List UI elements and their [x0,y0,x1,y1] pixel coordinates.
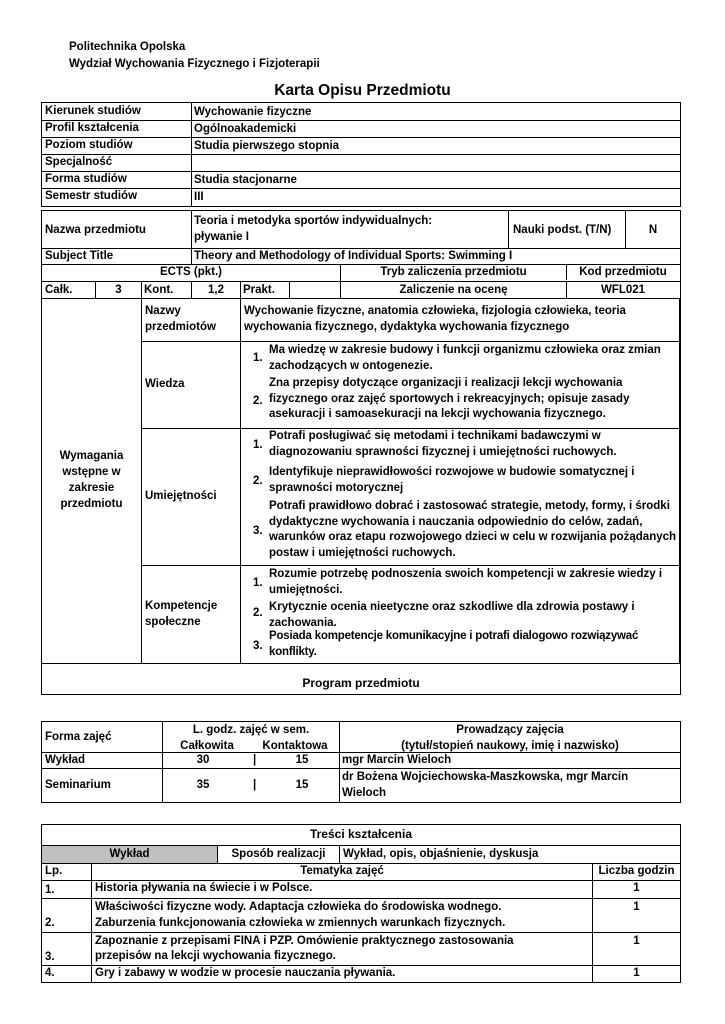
profile-label: Profil kształcenia [45,122,139,134]
class-row-sep: | [253,754,257,766]
competence-1-text: Rozumie potrzebę podnoszenia swoich kompetencji w zakresie wiedzy i umiejętności. [269,568,663,596]
requirements-label-2: wstępne w [62,466,121,478]
topic-row-hours: 1 [633,967,640,979]
skills-label: Umiejętności [145,490,217,502]
assessment-mode-value: Zaliczenie na ocenę [399,284,508,296]
study-form-label: Forma studiów [45,173,127,185]
contact-hours-label: Kontaktowa [262,740,328,752]
basic-sciences-value: N [648,224,658,236]
ects-total-value: 3 [115,284,122,296]
subject-name-line2: pływanie I [194,231,249,243]
class-row-form: Seminarium [45,779,111,791]
requirements-label-3: zakresie [68,482,115,494]
subject-code-value: WFL021 [600,284,646,296]
page-title: Karta Opisu Przedmiotu [274,82,451,99]
subject-title-label: Subject Title [45,250,114,262]
skills-2-num: 2. [253,475,263,487]
class-row-form: Wykład [45,754,86,766]
prior-subjects-text: Wychowanie fizyczne, anatomia człowieka, fizjologia człowieka, teoria wychowania fizycznego, dydaktyka wychowania fizycznego [244,305,626,333]
basic-sciences-label: Nauki podst. (T/N) [513,224,612,236]
knowledge-2-text: Zna przepisy dotyczące organizacji i realizacji lekcji wychowania fizycznego oraz zajęć sportowych i rekreacyjnych; opisuje zasady asekuracji i samoasekuracji na lekcji wychowania fizycznego. [269,377,630,420]
hours-header: Liczba godzin [598,865,675,877]
assessment-mode-label: Tryb zaliczenia przedmiotu [380,266,527,278]
social-competences-label-2: społeczne [145,616,201,628]
topic-row-hours: 1 [633,882,640,894]
competence-3-num: 3. [253,640,263,652]
topic-row-hours: 1 [633,901,640,913]
level-value: Studia pierwszego stopnia [194,140,340,152]
class-row-contact: 15 [295,779,309,791]
content-type: Wykład [109,848,150,860]
university-name: Politechnika Opolska [69,41,186,53]
class-row-sep: | [253,779,257,791]
ects-contact-value: 1,2 [208,284,224,296]
program-heading: Program przedmiotu [302,676,420,690]
class-row-total: 35 [196,779,210,791]
topic-row-lp: 2. [45,917,55,929]
skills-3-num: 3. [253,525,263,537]
skills-1-text: Potrafi posługiwać się metodami i technikami badawczymi w diagnozowaniu sprawności fizycznej i umiejętności ruchowych. [269,430,617,458]
requirements-label-4: przedmiotu [60,498,123,510]
class-row-teacher-line1: dr Bożena Wojciechowska-Maszkowska, mgr Marcin [342,771,629,783]
subject-name-line1: Teoria i metodyka sportów indywidualnych: [194,215,433,227]
semester-label: Semestr studiów [45,190,138,202]
content-title: Treści kształcenia [309,827,413,841]
semester-value: III [194,191,204,203]
topic-row-text-line1: Zapoznanie z przepisami FINA i PZP. Omówienie praktycznego zastosowania [95,935,514,947]
skills-2-text: Identyfikuje nieprawidłowości rozwojowe w budowie somatycznej i sprawności motorycznej [269,466,635,494]
ects-practical-label: Prakt. [243,284,275,296]
competence-1-num: 1. [253,577,263,589]
class-row-teacher: mgr Marcin Wieloch [342,754,452,766]
subject-code-label: Kod przedmiotu [579,266,667,278]
study-field-label: Kierunek studiów [45,105,141,117]
topic-row-text-line1: Właściwości fizyczne wody. Adaptacja człowieka do środowiska wodnego. [95,901,502,913]
knowledge-label: Wiedza [145,378,185,390]
topic-row-lp: 3. [45,951,55,963]
method-value: Wykład, opis, objaśnienie, dyskusja [343,848,539,860]
specialty-label: Specjalność [45,156,113,168]
knowledge-2-num: 2. [253,395,263,407]
class-row-contact: 15 [295,754,309,766]
class-row-total: 30 [196,754,210,766]
topic-row-text: Historia pływania na świecie i w Polsce. [95,882,313,894]
study-field-value: Wychowanie fizyczne [194,106,312,118]
subject-name-label: Nazwa przedmiotu [45,224,146,236]
topic-row-text-line2: przepisów na lekcji wychowania fizycznego. [95,950,336,962]
knowledge-1-num: 1. [253,352,263,364]
topic-row-hours: 1 [633,935,640,947]
topic-row-text-line2: Zaburzenia funkcjonowania człowieka w zmiennych warunkach fizycznych. [95,917,506,929]
topic-row-lp: 4. [45,967,55,979]
skills-1-num: 1. [253,439,263,451]
competence-2-num: 2. [253,607,263,619]
ects-label: ECTS (pkt.) [160,266,222,278]
topic-row-text: Gry i zabawy w wodzie w procesie nauczania pływania. [95,967,396,979]
social-competences-label-1: Kompetencje [145,600,218,612]
knowledge-1-text: Ma wiedzę w zakresie budowy i funkcji organizmu człowieka oraz zmian zachodzących w ontogenezie. [269,344,661,372]
method-label: Sposób realizacji [231,848,326,860]
prior-subjects-label-2: przedmiotów [145,321,216,333]
hours-label: L. godz. zajęć w sem. [192,724,310,736]
ects-contact-label: Kont. [144,284,174,296]
skills-3-text: Potrafi prawidłowo dobrać i zastosować strategie, metody, formy, i środki dydaktyczne wychowania i nauczania odpowiednio do celów, zadań, warunków oraz etapu rozwojowego dzieci w celu w rozwijania pożądanych postaw i umiejętności ruchowych. [269,500,677,559]
ects-total-label: Całk. [45,284,73,296]
lp-header: Lp. [45,865,63,877]
study-form-value: Studia stacjonarne [194,174,297,186]
competence-3-text: Posiada kompetencje komunikacyjne i potrafi dialogowo rozwiązywać konflikty. [269,630,639,658]
class-form-label: Forma zajęć [45,731,112,743]
competence-2-text: Krytycznie ocenia nieetyczne oraz szkodliwe dla zdrowia postawy i zachowania. [269,601,635,629]
topic-header: Tematyka zajęć [300,865,384,877]
faculty-name: Wydział Wychowania Fizycznego i Fizjoterapii [69,58,320,70]
requirements-label-1: Wymagania [59,450,124,462]
topic-row-lp: 1. [45,884,55,896]
class-row-teacher-line2: Wieloch [342,787,386,799]
teacher-sublabel: (tytuł/stopień naukowy, imię i nazwisko) [401,740,619,752]
profile-value: Ogólnoakademicki [194,123,297,135]
prior-subjects-label-1: Nazwy [145,305,181,317]
total-hours-label: Całkowita [180,740,234,752]
level-label: Poziom studiów [45,139,133,151]
subject-title-value: Theory and Methodology of Individual Sports: Swimming I [194,250,513,262]
teacher-label: Prowadzący zajęcia [456,724,564,736]
